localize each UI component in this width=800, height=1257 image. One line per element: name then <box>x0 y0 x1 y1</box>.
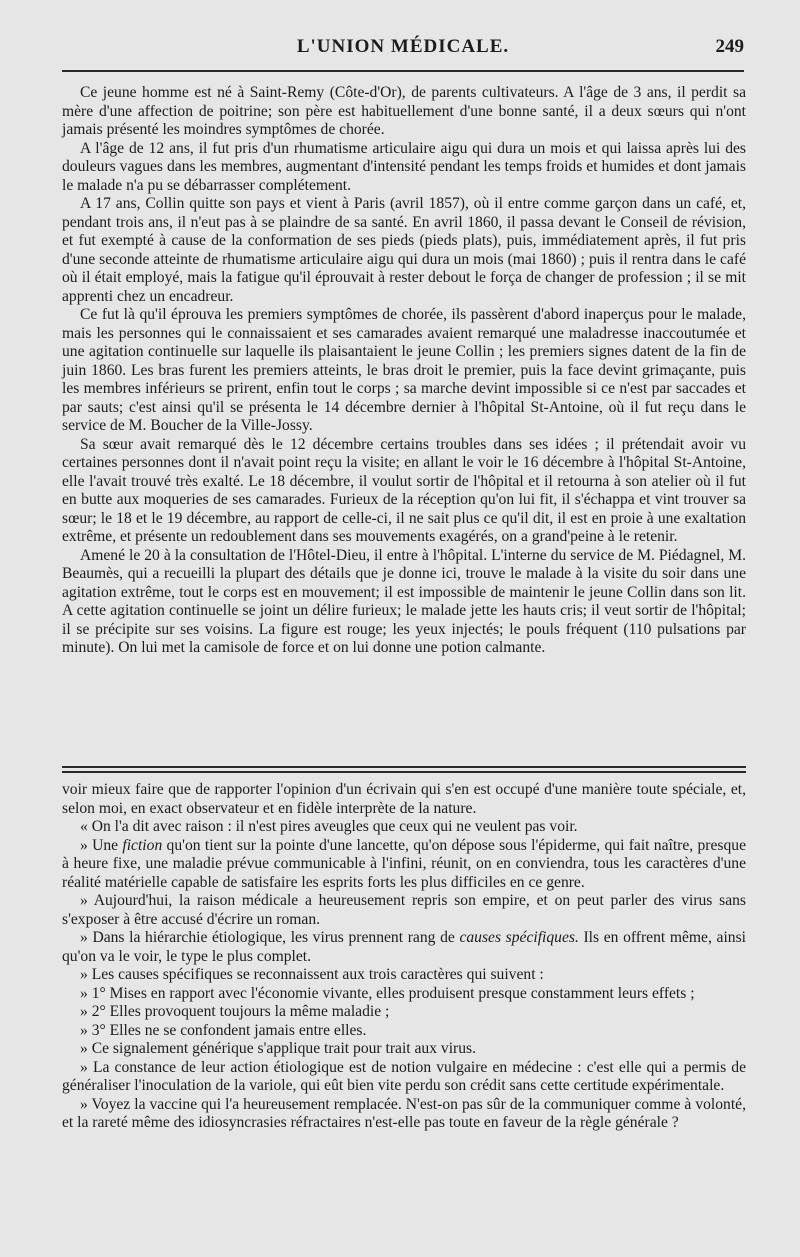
running-title: L'UNION MÉDICALE. <box>296 36 510 57</box>
text-run: qu'on tient sur la pointe d'une lancette, qu'on dépose sous l'épiderme, qui fait naître, presque à heure fixe, une maladie prévue communicable à l'infini, réunit, on en conviendra, tous les caractères d'une réalité matérielle capable de satisfaire les esprits forts les plus difficiles en ce genre. <box>62 836 746 891</box>
text-run: Ils en offrent même, ainsi qu'on va le voir, le type le plus complet. <box>62 929 746 965</box>
header-rule <box>62 70 744 72</box>
feuilleton-section <box>62 781 746 1133</box>
paragraph-origin: Ce jeune homme est né à Saint-Remy (Côte-d'Or), de parents cultivateurs. A l'âge de 3 ans, il perdit sa mère d'une affection de poitrine; son père est habituellement d'une bonne santé, il a deux sœurs qui n'ont jamais présenté les moindres symptômes de chorée. <box>62 84 746 138</box>
paragraph-hotel-dieu: Amené le 20 à la consultation de l'Hôtel-Dieu, il entre à l'hôpital. L'interne du service de M. Piédagnel, M. Beaumès, qui a recueilli la plupart des détails que je donne ici, trouve le malade à la visite du soir dans une agitation extrême, tout le corps est en mouvement; il est impossible de maintenir le jeune Collin dans son lit. A cette agitation continuelle se joint un délire furieux; le malade jette les hauts cris; il veut sortir de l'hôpital; il se précipite sur ses voisins. La figure est rouge; les yeux injectés; le pouls fréquent (110 pulsations par minute). On lui met la camisole de force et on lui donne une potion calmante. <box>62 546 746 656</box>
paragraph-hierarchy <box>62 929 746 966</box>
case-report-section <box>62 84 746 658</box>
paragraph-paris: A 17 ans, Collin quitte son pays et vient à Paris (avril 1857), où il entre comme garçon dans un café, et, pendant trois ans, il n'eut pas à se plaindre de sa santé. En avril 1860, il passa devant le Conseil de révision, et fut exempté à cause de la conformation de ses pieds (pieds plats), puis, immédiatement après, il fut pris d'une seconde atteinte de rhumatisme articulaire aigu qui dura un mois (mai 1860) ; puis il rentra dans le café où il était employé, mais la fatigue qu'il éprouvait à rester debout le força de changer de profession ; il se mit apprenti chez un encadreur. <box>62 195 746 305</box>
paragraph-chorea-onset: Ce fut là qu'il éprouva les premiers symptômes de chorée, ils passèrent d'abord inaperçus pour le malade, mais les personnes qui le connaissaient et ses camarades avaient remarqué une maladresse inaccoutumée et une agitation continuelle sur laquelle ils plaisantaient le jeune Collin ; les premiers signes datent de la fin de juin 1860. Les bras furent les premiers atteints, le bras droit le premier, puis la face devint grimaçante, puis les membres inférieurs se prirent, enfin tout le corps ; sa marche devint impossible si ce n'est par saccades et par sauts; c'est ainsi qu'il se présenta le 14 décembre dernier à l'hôpital St-Antoine, où il fut reçu dans le service de M. Boucher de la Ville-Jossy. <box>62 306 746 434</box>
page-header <box>62 36 744 64</box>
section-divider <box>62 766 746 773</box>
paragraph-signalement: » Ce signalement générique s'applique trait pour trait aux virus. <box>80 1040 477 1057</box>
paragraph-rheumatism: A l'âge de 12 ans, il fut pris d'un rhumatisme articulaire aigu qui dura un mois et qui laissa après lui des douleurs vagues dans les membres, augmentant d'intensité pendant les temps froids et humides et dont jamais le malade n'a pu se débarrasser complétement. <box>62 139 746 194</box>
text-run: » Une <box>80 836 123 854</box>
paragraph-three-characters: » Les causes spécifiques se reconnaissent aux trois caractères qui suivent : <box>80 966 544 983</box>
text-run: » Dans la hiérarchie étiologique, les virus prennent rang de <box>80 929 460 946</box>
italic-term-fiction: fiction <box>122 836 163 854</box>
page-number: 249 <box>715 36 744 57</box>
paragraph-quote-blind: « On l'a dit avec raison : il n'est pires aveugles que ceux qui ne veulent pas voir. <box>80 818 578 835</box>
paragraph-continuation: voir mieux faire que de rapporter l'opinion d'un écrivain qui s'en est occupé d'une manière toute spéciale, et, selon moi, en exact observateur et en fidèle interprète de la nature. <box>62 781 746 817</box>
italic-term-specific-causes: causes spécifiques. <box>459 929 579 946</box>
paragraph-sister: Sa sœur avait remarqué dès le 12 décembre certains troubles dans ses idées ; il prétendait avoir vu certaines personnes dont il n'avait point reçu la visite; en allant le voir le 16 décembre à l'hôpital St-Antoine, elle l'avait trouvé très exalté. Le 18 décembre, il voulut sortir de l'hôpital et il retourna à son atelier où il fut en butte aux moqueries de ses camarades. Furieux de la réception qu'on lui fit, il s'échappa et vint trouver sa sœur; le 18 et le 19 décembre, au rapport de celle-ci, il ne sait plus ce qu'il dit, il est en proie à une exaltation extrême, et présente un redoublement dans ses mouvements exagérés, on a grand'peine à le retenir. <box>62 435 746 545</box>
paragraph-point-1: » 1° Mises en rapport avec l'économie vivante, elles produisent presque constamment leurs effets ; <box>80 984 695 1002</box>
paragraph-medical-reason: » Aujourd'hui, la raison médicale a heureusement repris son empire, et on peut parler des virus sans s'exposer à être accusé d'écrire un roman. <box>62 892 746 928</box>
paragraph-constancy: » La constance de leur action étiologique est de notion vulgaire en médecine : c'est elle qui a permis de généraliser l'inoculation de la variole, qui eût bien vite perdu son crédit sans cette certitude expérimentale. <box>62 1058 746 1094</box>
paragraph-vaccine: » Voyez la vaccine qui l'a heureusement remplacée. N'est-on pas sûr de la communiquer comme à volonté, et la rareté même des idiosyncrasies réfractaires n'est-elle pas toute en faveur de la règle générale ? <box>62 1095 746 1131</box>
paragraph-fiction <box>62 837 746 893</box>
paragraph-point-2: » 2° Elles provoquent toujours la même maladie ; <box>80 1003 390 1020</box>
paragraph-point-3: » 3° Elles ne se confondent jamais entre elles. <box>80 1021 367 1039</box>
